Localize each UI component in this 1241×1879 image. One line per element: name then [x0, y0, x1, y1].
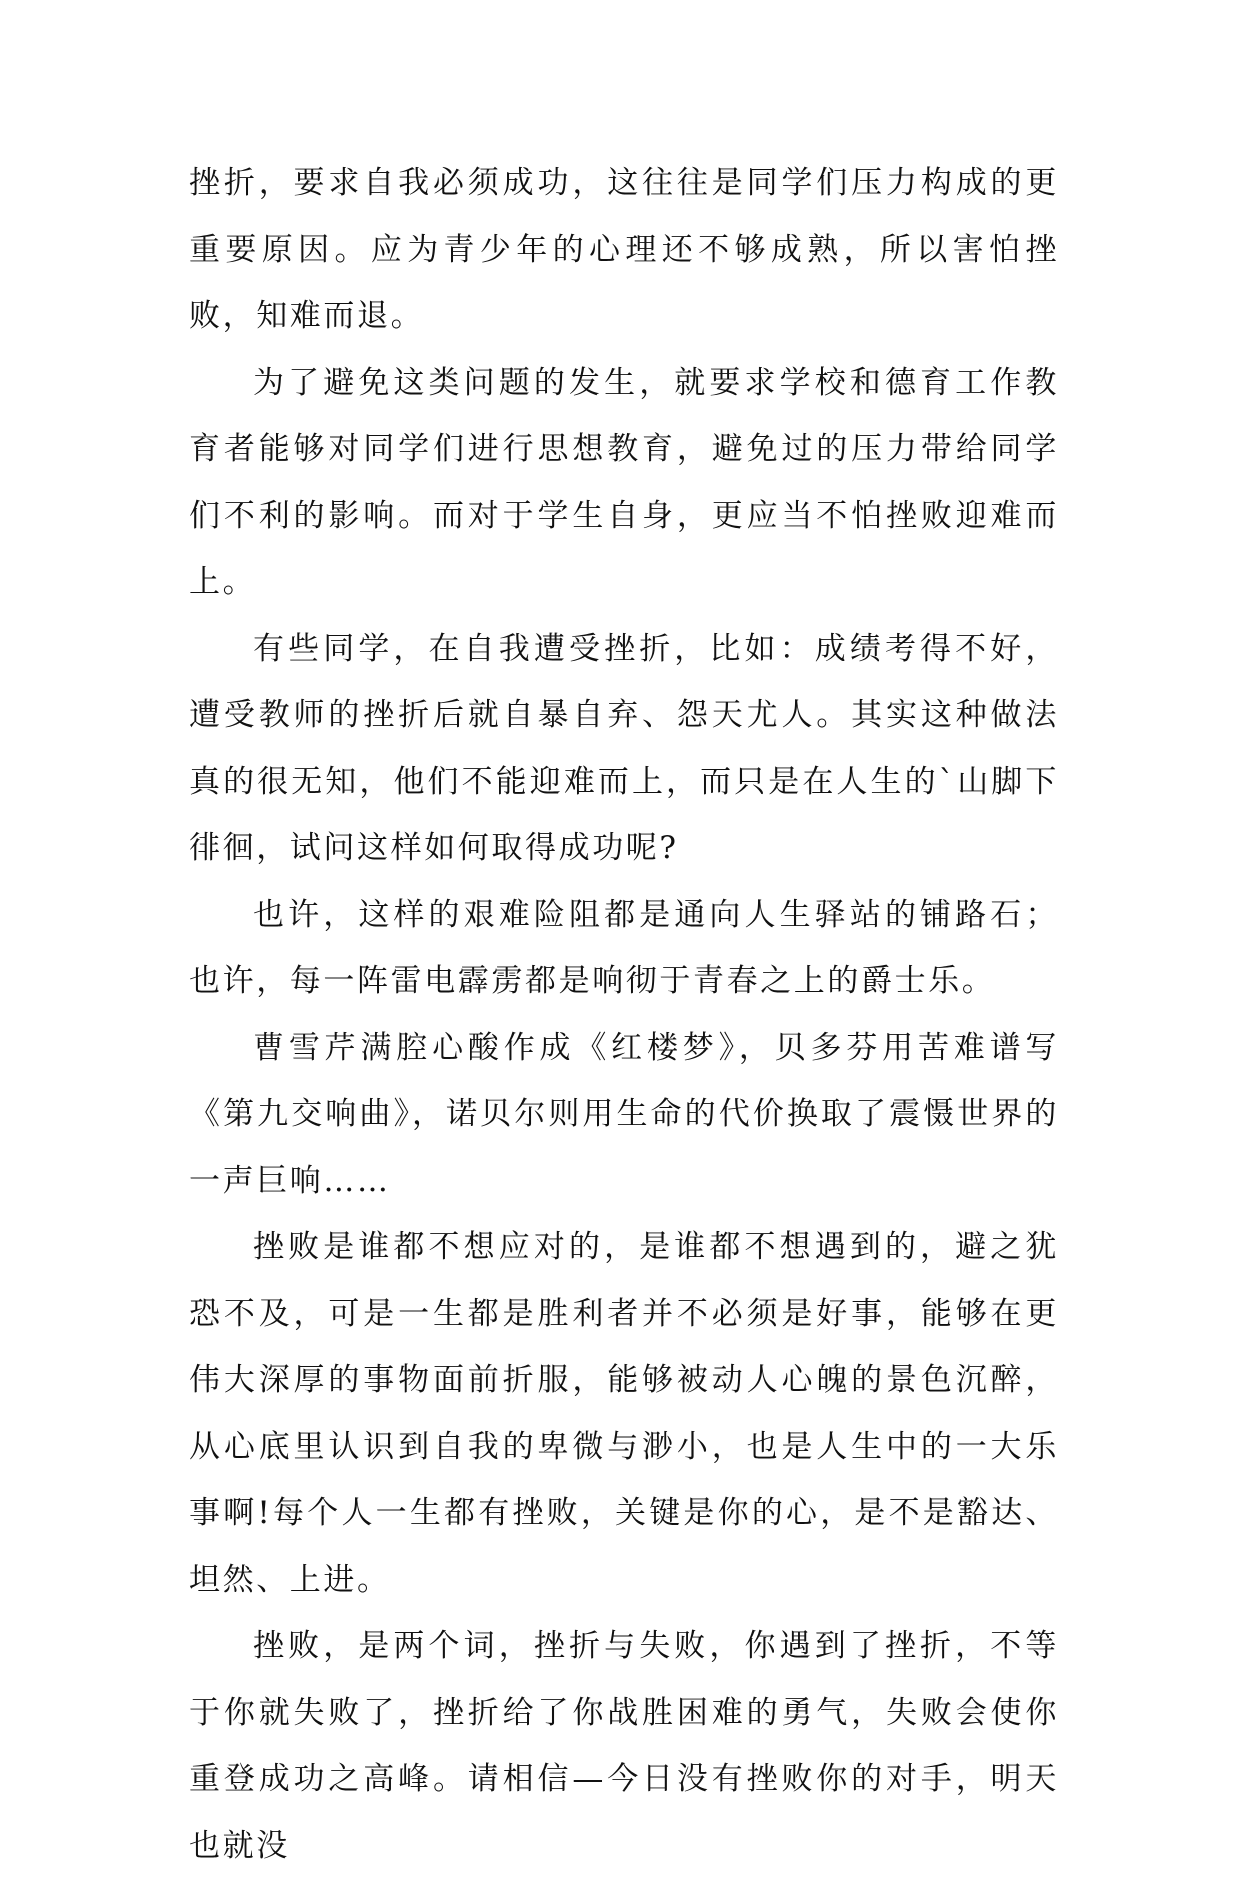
- document-page: [189, 150, 1059, 1879]
- paragraph: 也许，这样的艰难险阻都是通向人生驿站的铺路石；也许，每一阵雷电霹雳都是响彻于青春之上的爵士乐。: [189, 896, 1059, 999]
- paragraph: 挫折，要求自我必须成功，这往往是同学们压力构成的更重要原因。应为青少年的心理还不够成熟，所以害怕挫败，知难而退。: [189, 165, 1059, 334]
- paragraph: 挫败，是两个词，挫折与失败，你遇到了挫折，不等于你就失败了，挫折给了你战胜困难的勇气，失败会使你重登成功之高峰。请相信—今日没有挫败你的对手，明天也就没: [189, 1628, 1059, 1864]
- paragraph: 有些同学，在自我遭受挫折，比如：成绩考得不好，遭受教师的挫折后就自暴自弃、怨天尤人。其实这种做法真的很无知，他们不能迎难而上，而只是在人生的`山脚下徘徊，试问这样如何取得成功呢?: [189, 630, 1059, 866]
- paragraph: 挫败是谁都不想应对的，是谁都不想遇到的，避之犹恐不及，可是一生都是胜利者并不必须是好事，能够在更伟大深厚的事物面前折服，能够被动人心魄的景色沉醉，从心底里认识到自我的卑微与渺小，也是人生中的一大乐事啊!每个人一生都有挫败，关键是你的心，是不是豁达、坦然、上进。: [189, 1229, 1059, 1598]
- paragraph: 为了避免这类问题的发生，就要求学校和德育工作教育者能够对同学们进行思想教育，避免过的压力带给同学们不利的影响。而对于学生自身，更应当不怕挫败迎难而上。: [189, 364, 1059, 600]
- paragraph: 曹雪芹满腔心酸作成《红楼梦》，贝多芬用苦难谱写《第九交响曲》，诺贝尔则用生命的代价换取了震慑世界的一声巨响……: [189, 1029, 1059, 1199]
